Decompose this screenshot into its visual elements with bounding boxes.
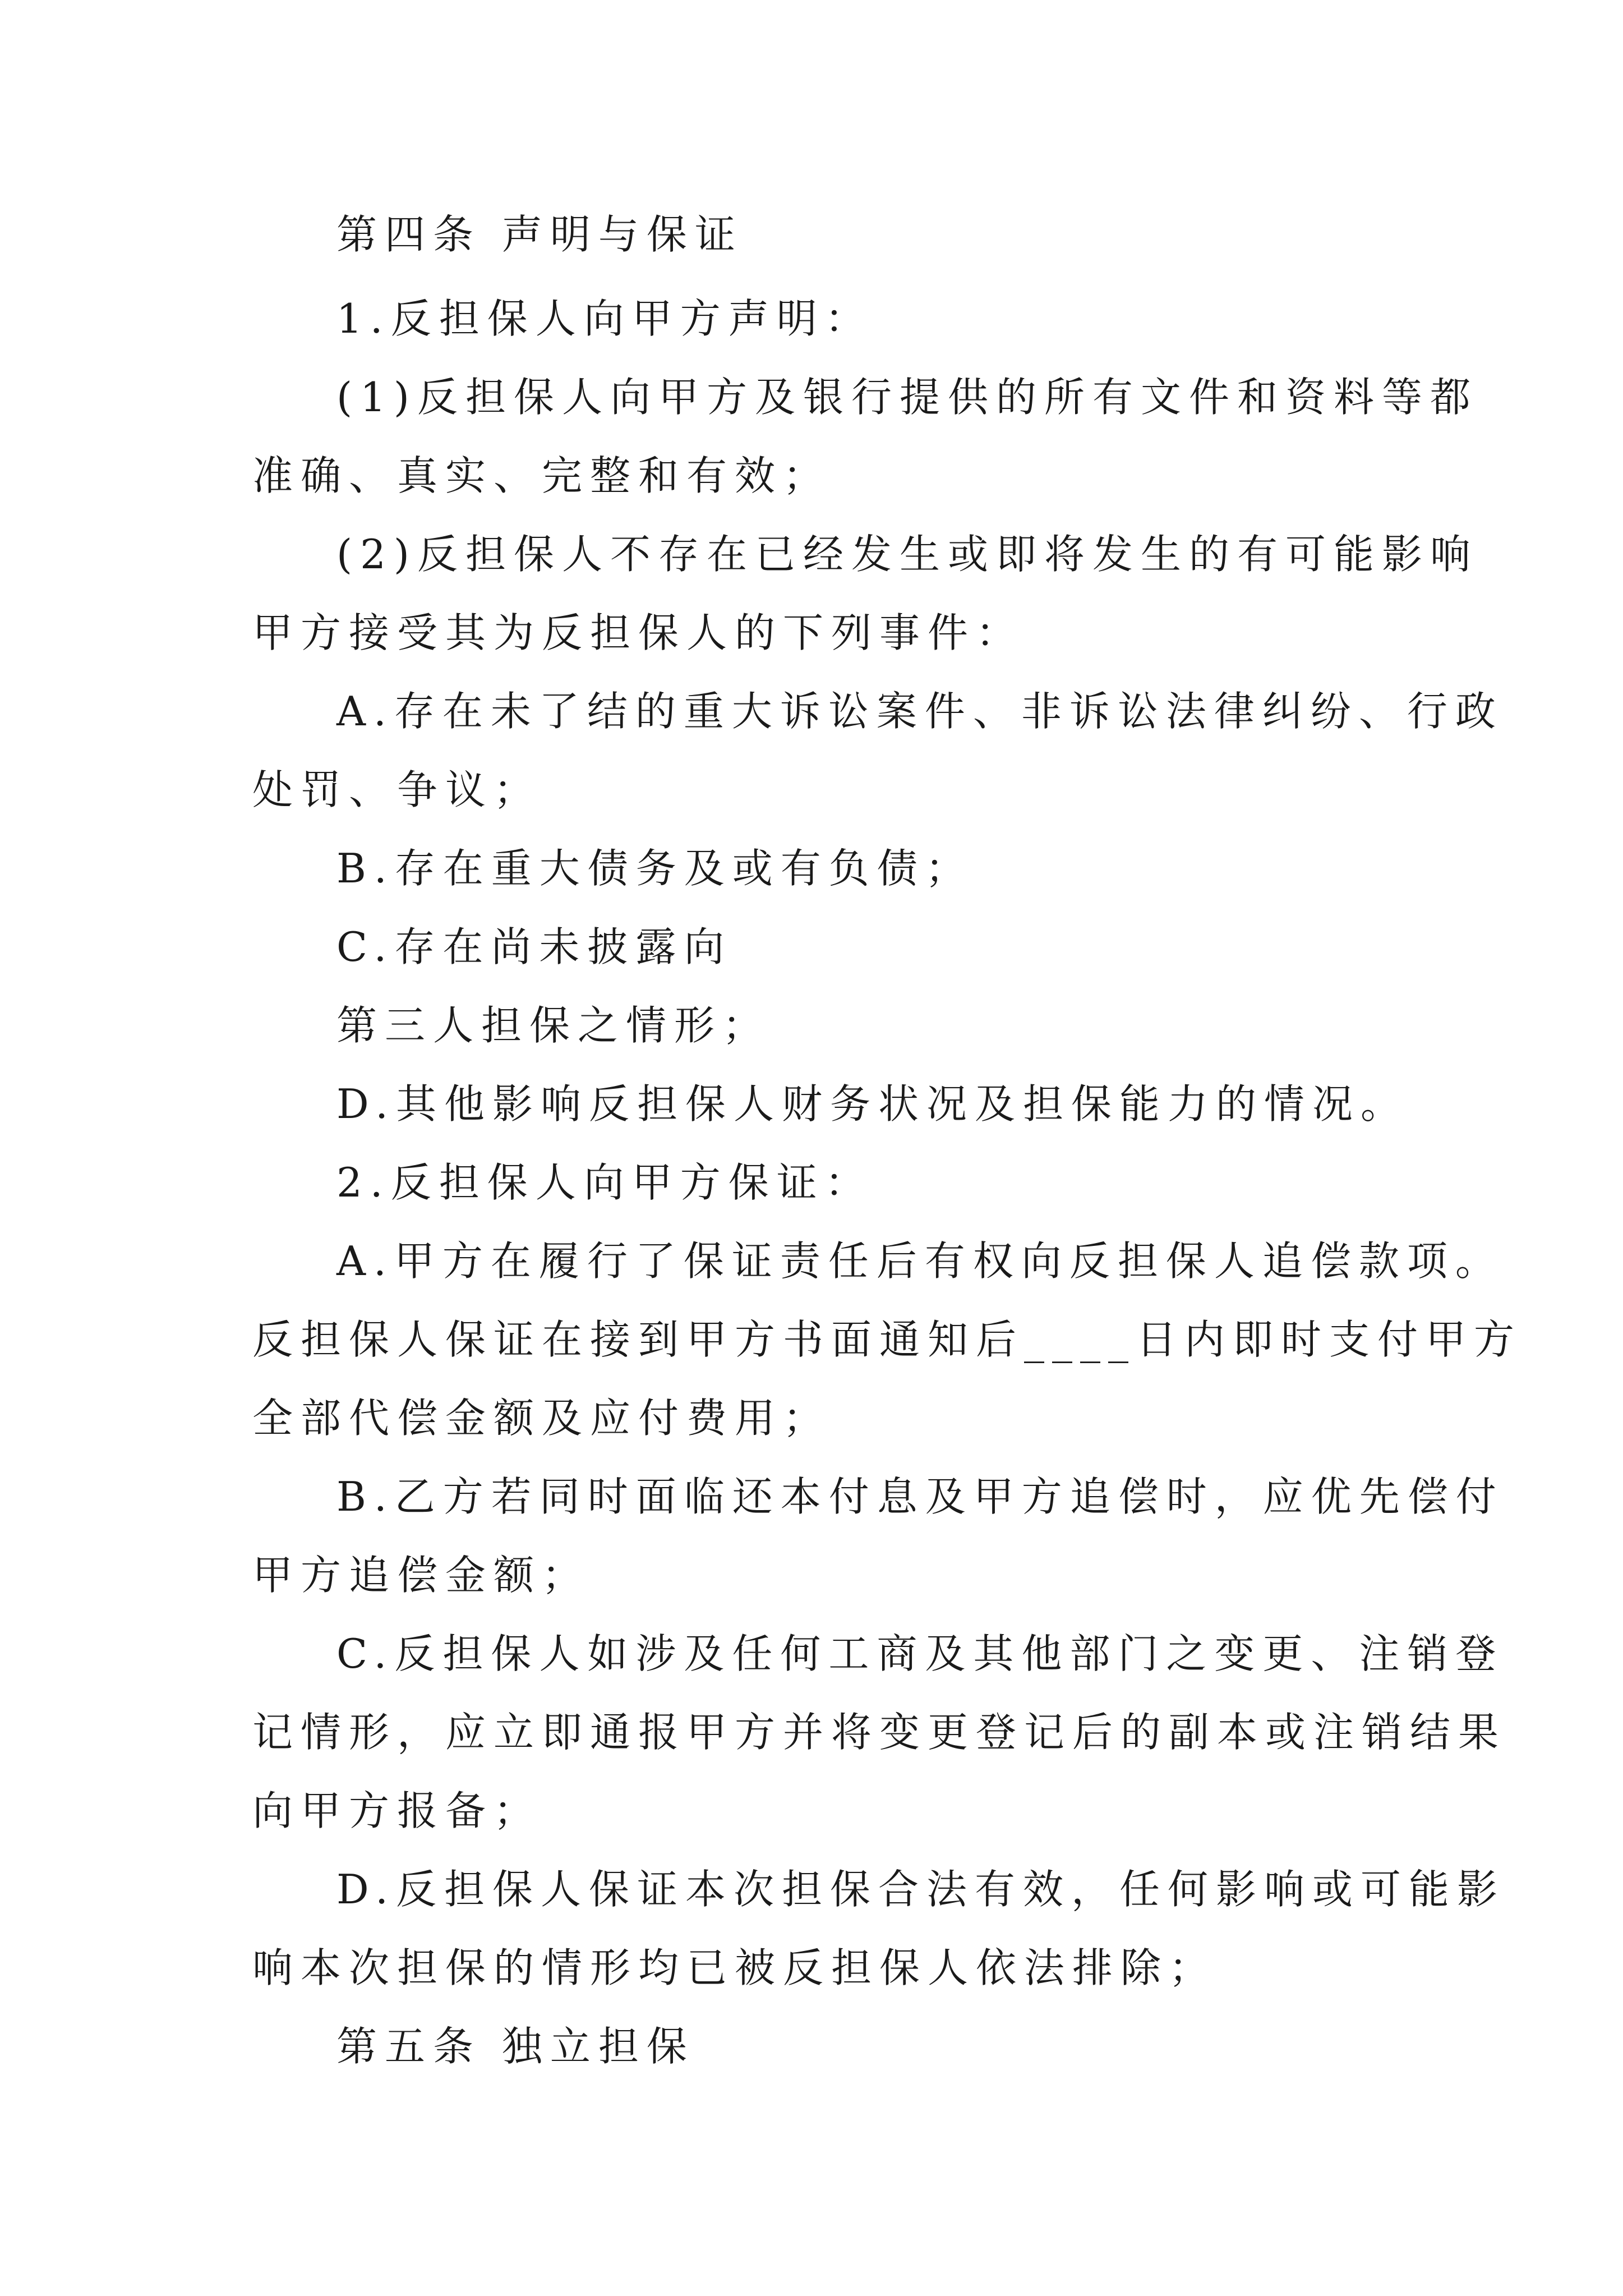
guarantee-c-line-1: C.反担保人如涉及任何工商及其他部门之变更、注销登: [336, 1630, 1504, 1677]
guarantee-b-line-1: B.乙方若同时面临还本付息及甲方追偿时，应优先偿付: [336, 1473, 1504, 1520]
guarantee-b-line-2: 甲方追偿金额；: [252, 1552, 591, 1599]
guarantee-c-line-2: 记情形，应立即通报甲方并将变更登记后的副本或注销结果: [252, 1709, 1507, 1756]
item-c-line-1: C.存在尚未披露向: [336, 923, 732, 970]
guarantee-a-line-2: 反担保人保证在接到甲方书面通知后____日内即时支付甲方: [252, 1316, 1523, 1363]
item-b: B.存在重大债务及或有负债；: [336, 845, 974, 892]
item-d: D.其他影响反担保人财务状况及担保能力的情况。: [336, 1080, 1409, 1128]
item-a-line-2: 处罚、争议；: [252, 766, 542, 813]
clause-2-line-2: 甲方接受其为反担保人的下列事件：: [252, 609, 1025, 656]
guarantee-a-line-1: A.甲方在履行了保证责任后有权向反担保人追偿款项。: [336, 1237, 1504, 1285]
guarantee-d-line-1: D.反担保人保证本次担保合法有效，任何影响或可能影: [336, 1866, 1506, 1913]
section-2-heading: 2.反担保人向甲方保证：: [336, 1159, 873, 1206]
clause-1-line-2: 准确、真实、完整和有效；: [252, 452, 832, 499]
guarantee-d-line-2: 响本次担保的情形均已被反担保人依法排除；: [252, 1944, 1218, 1991]
guarantee-a-line-3: 全部代偿金额及应付费用；: [252, 1395, 832, 1442]
article-4-heading: 第四条 声明与保证: [336, 211, 743, 258]
section-1-heading: 1.反担保人向甲方声明：: [336, 295, 873, 342]
guarantee-c-line-3: 向甲方报备；: [252, 1787, 542, 1834]
item-a-line-1: A.存在未了结的重大诉讼案件、非诉讼法律纠纷、行政: [336, 688, 1504, 735]
clause-2-line-1: (2)反担保人不存在已经发生或即将发生的有可能影响: [336, 531, 1478, 578]
clause-1-line-1: (1)反担保人向甲方及银行提供的所有文件和资料等都: [336, 374, 1478, 421]
item-c-line-2: 第三人担保之情形；: [336, 1002, 771, 1049]
article-5-heading: 第五条 独立担保: [336, 2023, 695, 2070]
